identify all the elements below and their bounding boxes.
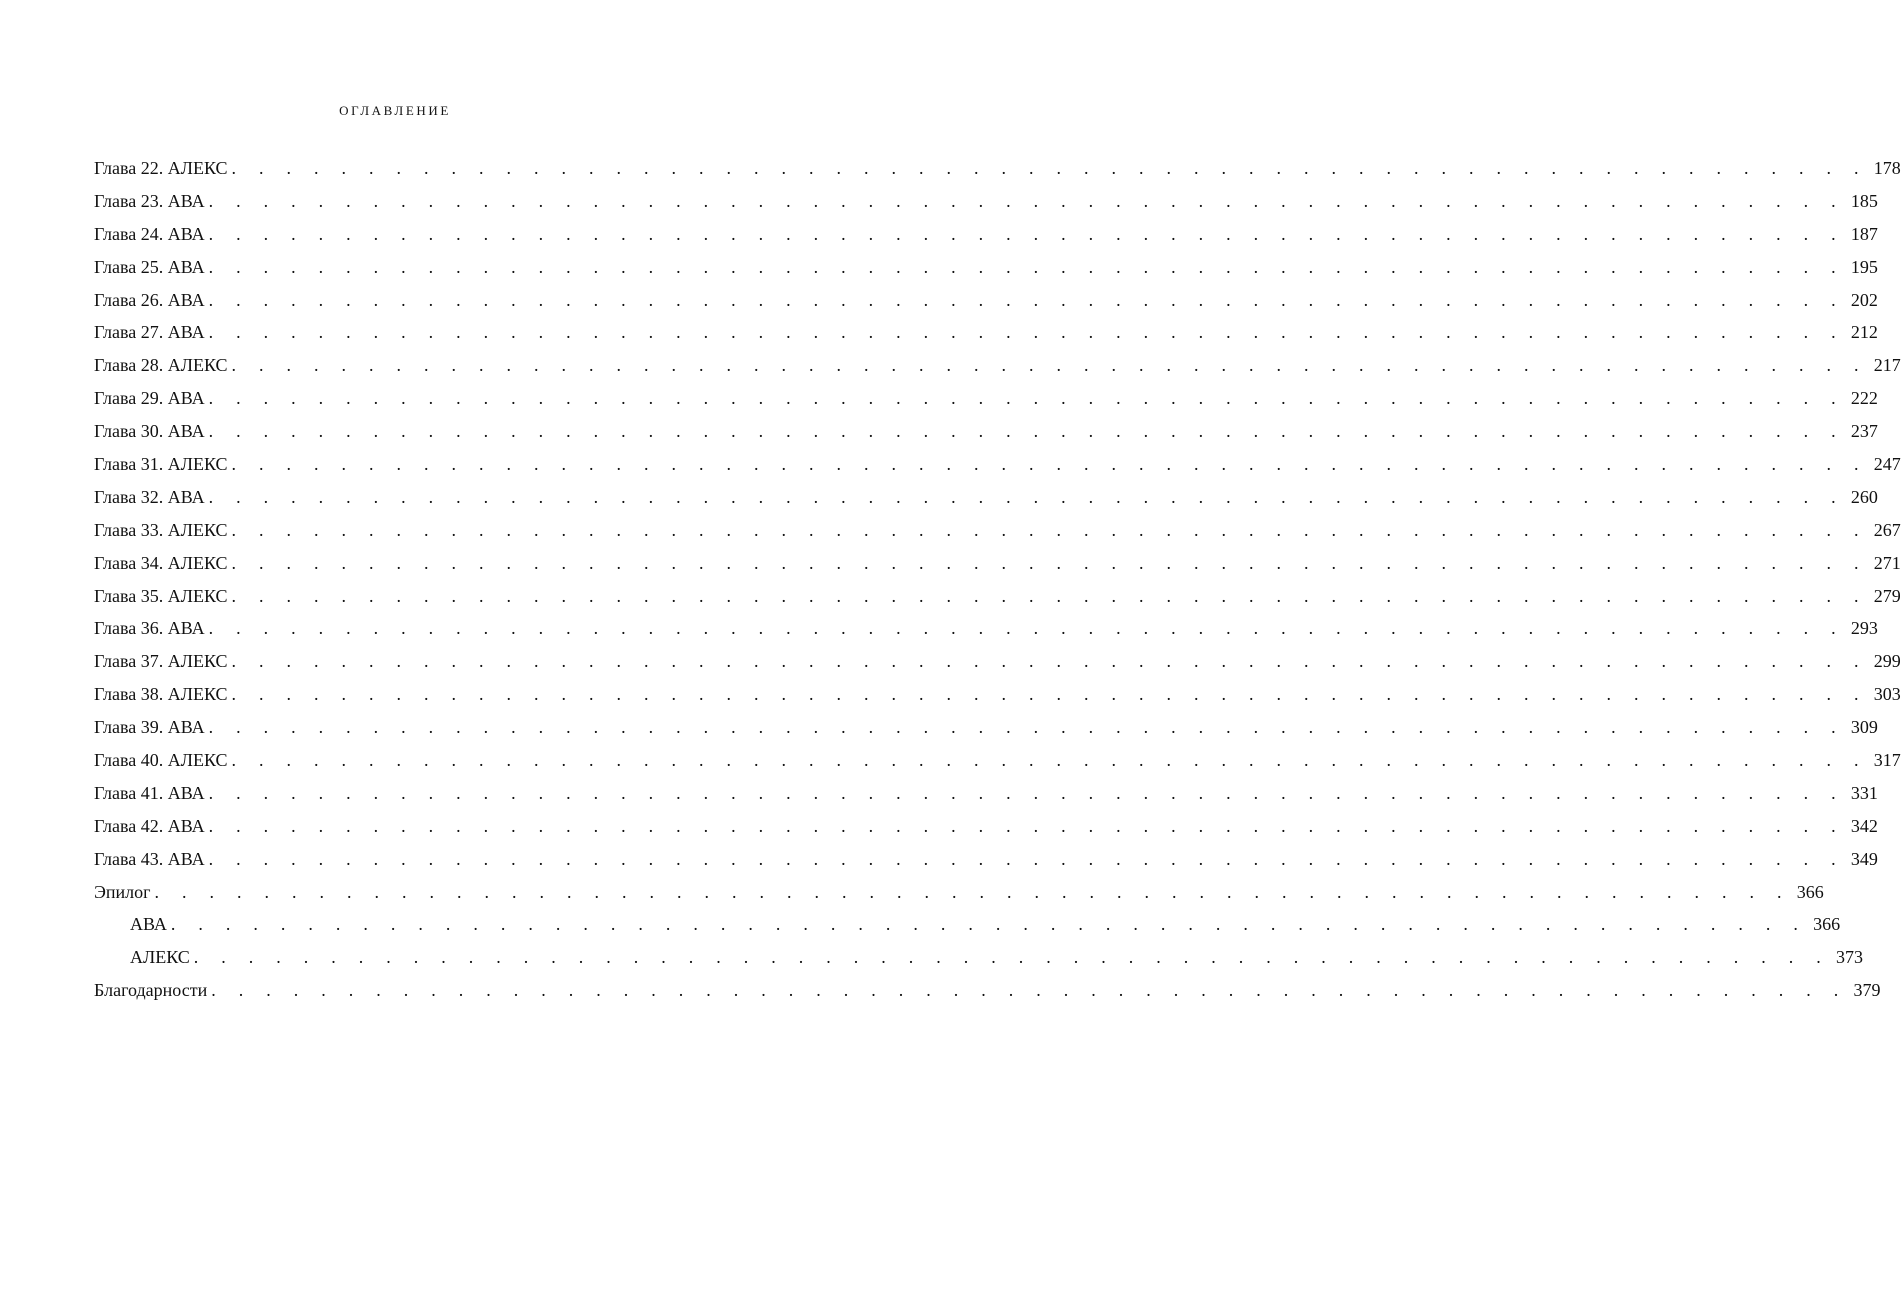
toc-entry-label: Благодарности bbox=[94, 980, 208, 1001]
toc-entry[interactable] bbox=[94, 711, 1878, 744]
toc-entry[interactable] bbox=[94, 876, 1824, 909]
toc-entry-page-number: 267 bbox=[1873, 519, 1901, 540]
dot-leader: . . . . . . . . . . . . . . . . . . . . . . . . . . . . . . . . . . . . . . . . . . . . . . . . . . . . . . . . . . . . bbox=[208, 289, 1845, 310]
toc-entry[interactable] bbox=[94, 448, 1901, 481]
toc-entry[interactable] bbox=[94, 547, 1901, 580]
toc-entry-label: Глава 40. АЛЕКС bbox=[94, 750, 228, 771]
dot-leader: . . . . . . . . . . . . . . . . . . . . . . . . . . . . . . . . . . . . . . . . . . . . . . . . . . . . . . . . . . . . bbox=[208, 256, 1845, 277]
dot-leader: . . . . . . . . . . . . . . . . . . . . . . . . . . . . . . . . . . . . . . . . . . . . . . . . . . . . . . . . . . . . bbox=[208, 815, 1845, 836]
toc-entry-page-number: 299 bbox=[1873, 651, 1901, 672]
toc-entry[interactable] bbox=[94, 316, 1878, 349]
toc-entry-page-number: 178 bbox=[1873, 158, 1901, 178]
dot-leader: . . . . . . . . . . . . . . . . . . . . . . . . . . . . . . . . . . . . . . . . . . . . . . . . . . . . . . . . . . . . bbox=[208, 223, 1845, 244]
toc-entry-label: Глава 24. АВА bbox=[94, 223, 205, 244]
toc-entry[interactable] bbox=[94, 349, 1901, 382]
toc-entry-label: Глава 34. АЛЕКС bbox=[94, 552, 228, 573]
dot-leader: . . . . . . . . . . . . . . . . . . . . . . . . . . . . . . . . . . . . . . . . . . . . . . . . . . . . . . . . . . . . bbox=[231, 454, 1868, 475]
toc-entry-page-number: 222 bbox=[1850, 388, 1878, 409]
toc-entry-label: Глава 28. АЛЕКС bbox=[94, 355, 228, 376]
toc-entry[interactable] bbox=[94, 218, 1878, 251]
toc-entry-label: Глава 37. АЛЕКС bbox=[94, 651, 228, 672]
toc-entry-label: АЛЕКС bbox=[130, 947, 190, 968]
dot-leader: . . . . . . . . . . . . . . . . . . . . . . . . . . . . . . . . . . . . . . . . . . . . . . . . . . . . . . . . . . . . bbox=[211, 980, 1848, 1001]
toc-entry[interactable] bbox=[94, 974, 1881, 1007]
toc-entry-page-number: 317 bbox=[1873, 750, 1901, 771]
dot-leader: . . . . . . . . . . . . . . . . . . . . . . . . . . . . . . . . . . . . . . . . . . . . . . . . . . . . . . . . . . . . bbox=[193, 947, 1831, 968]
dot-leader: . . . . . . . . . . . . . . . . . . . . . . . . . . . . . . . . . . . . . . . . . . . . . . . . . . . . . . . . . . . . bbox=[154, 881, 1791, 902]
toc-heading: ОГЛАВЛЕНИЕ bbox=[339, 103, 451, 118]
dot-leader: . . . . . . . . . . . . . . . . . . . . . . . . . . . . . . . . . . . . . . . . . . . . . . . . . . . . . . . . . . . . bbox=[231, 684, 1868, 705]
toc-entry-page-number: 349 bbox=[1850, 848, 1878, 869]
dot-leader: . . . . . . . . . . . . . . . . . . . . . . . . . . . . . . . . . . . . . . . . . . . . . . . . . . . . . . . . . . . . bbox=[231, 519, 1868, 540]
toc-entry[interactable] bbox=[94, 908, 1841, 941]
toc-entry-label: Глава 35. АЛЕКС bbox=[94, 585, 228, 606]
dot-leader: . . . . . . . . . . . . . . . . . . . . . . . . . . . . . . . . . . . . . . . . . . . . . . . . . . . . . . . . . . . . bbox=[208, 421, 1845, 442]
toc-entry-label: Глава 25. АВА bbox=[94, 256, 205, 277]
toc-entry-label: АВА bbox=[130, 914, 167, 935]
toc-entry[interactable] bbox=[94, 678, 1901, 711]
toc-entry-page-number: 237 bbox=[1850, 421, 1878, 442]
toc-entry-page-number: 366 bbox=[1813, 914, 1841, 935]
dot-leader: . . . . . . . . . . . . . . . . . . . . . . . . . . . . . . . . . . . . . . . . . . . . . . . . . . . . . . . . . . . . bbox=[208, 322, 1845, 343]
toc-entry-label: Глава 32. АВА bbox=[94, 486, 205, 507]
toc-entry-page-number: 271 bbox=[1873, 552, 1901, 573]
toc-entry[interactable] bbox=[94, 152, 1901, 185]
toc-entry-label: Глава 41. АВА bbox=[94, 782, 205, 803]
toc-entry-label: Глава 43. АВА bbox=[94, 848, 205, 869]
dot-leader: . . . . . . . . . . . . . . . . . . . . . . . . . . . . . . . . . . . . . . . . . . . . . . . . . . . . . . . . . . . . bbox=[208, 848, 1845, 869]
toc-entry[interactable] bbox=[94, 481, 1878, 514]
toc-entry-label: Глава 33. АЛЕКС bbox=[94, 519, 228, 540]
toc-entry-page-number: 212 bbox=[1850, 322, 1878, 343]
toc-entry-label: Эпилог bbox=[94, 881, 151, 902]
toc-entry[interactable] bbox=[94, 612, 1878, 645]
toc-entry[interactable] bbox=[94, 185, 1878, 218]
toc-entry[interactable] bbox=[94, 843, 1878, 876]
toc-entry-page-number: 195 bbox=[1850, 256, 1878, 277]
toc-entry[interactable] bbox=[94, 645, 1901, 678]
toc-entry-page-number: 202 bbox=[1850, 289, 1878, 310]
toc-entry-page-number: 342 bbox=[1850, 815, 1878, 836]
toc-entry[interactable] bbox=[94, 415, 1878, 448]
toc-entry[interactable] bbox=[94, 382, 1878, 415]
toc-entry-label: Глава 36. АВА bbox=[94, 618, 205, 639]
dot-leader: . . . . . . . . . . . . . . . . . . . . . . . . . . . . . . . . . . . . . . . . . . . . . . . . . . . . . . . . . . . . bbox=[208, 782, 1845, 803]
toc-entry-label: Глава 27. АВА bbox=[94, 322, 205, 343]
toc-entry[interactable] bbox=[94, 941, 1864, 974]
toc-entry[interactable] bbox=[94, 580, 1901, 613]
toc-entry-page-number: 279 bbox=[1873, 585, 1901, 606]
toc-entry[interactable] bbox=[94, 777, 1878, 810]
dot-leader: . . . . . . . . . . . . . . . . . . . . . . . . . . . . . . . . . . . . . . . . . . . . . . . . . . . . . . . . . . . . bbox=[231, 355, 1868, 376]
toc-entry-label: Глава 42. АВА bbox=[94, 815, 205, 836]
toc-entry-page-number: 217 bbox=[1873, 355, 1901, 376]
toc-entry[interactable] bbox=[94, 810, 1878, 843]
toc-entry-label: Глава 30. АВА bbox=[94, 421, 205, 442]
toc-entry-page-number: 366 bbox=[1796, 881, 1824, 902]
dot-leader: . . . . . . . . . . . . . . . . . . . . . . . . . . . . . . . . . . . . . . . . . . . . . . . . . . . . . . . . . . . . bbox=[231, 750, 1868, 771]
dot-leader: . . . . . . . . . . . . . . . . . . . . . . . . . . . . . . . . . . . . . . . . . . . . . . . . . . . . . . . . . . . . bbox=[208, 486, 1845, 507]
toc-entry-label: Глава 22. АЛЕКС bbox=[94, 158, 228, 178]
toc-list bbox=[94, 152, 1901, 1007]
dot-leader: . . . . . . . . . . . . . . . . . . . . . . . . . . . . . . . . . . . . . . . . . . . . . . . . . . . . . . . . . . . . bbox=[208, 190, 1845, 211]
toc-entry-page-number: 185 bbox=[1850, 190, 1878, 211]
dot-leader: . . . . . . . . . . . . . . . . . . . . . . . . . . . . . . . . . . . . . . . . . . . . . . . . . . . . . . . . . . . . bbox=[231, 552, 1868, 573]
dot-leader: . . . . . . . . . . . . . . . . . . . . . . . . . . . . . . . . . . . . . . . . . . . . . . . . . . . . . . . . . . . . bbox=[208, 388, 1845, 409]
toc-entry[interactable] bbox=[94, 251, 1878, 284]
toc-entry-page-number: 309 bbox=[1850, 717, 1878, 738]
toc-entry-page-number: 303 bbox=[1873, 684, 1901, 705]
toc-entry-page-number: 187 bbox=[1850, 223, 1878, 244]
toc-entry[interactable] bbox=[94, 744, 1901, 777]
toc-entry-label: Глава 39. АВА bbox=[94, 717, 205, 738]
toc-entry[interactable] bbox=[94, 284, 1878, 317]
dot-leader: . . . . . . . . . . . . . . . . . . . . . . . . . . . . . . . . . . . . . . . . . . . . . . . . . . . . . . . . . . . . bbox=[231, 585, 1868, 606]
toc-entry-page-number: 373 bbox=[1836, 947, 1864, 968]
dot-leader: . . . . . . . . . . . . . . . . . . . . . . . . . . . . . . . . . . . . . . . . . . . . . . . . . . . . . . . . . . . . bbox=[231, 651, 1868, 672]
toc-entry-page-number: 331 bbox=[1850, 782, 1878, 803]
toc-entry[interactable] bbox=[94, 514, 1901, 547]
dot-leader: . . . . . . . . . . . . . . . . . . . . . . . . . . . . . . . . . . . . . . . . . . . . . . . . . . . . . . . . . . . . bbox=[231, 158, 1868, 178]
toc-entry-page-number: 293 bbox=[1850, 618, 1878, 639]
toc-entry-label: Глава 31. АЛЕКС bbox=[94, 454, 228, 475]
toc-entry-label: Глава 26. АВА bbox=[94, 289, 205, 310]
toc-entry-label: Глава 23. АВА bbox=[94, 190, 205, 211]
dot-leader: . . . . . . . . . . . . . . . . . . . . . . . . . . . . . . . . . . . . . . . . . . . . . . . . . . . . . . . . . . . . bbox=[208, 717, 1845, 738]
toc-entry-label: Глава 29. АВА bbox=[94, 388, 205, 409]
toc-entry-page-number: 260 bbox=[1850, 486, 1878, 507]
toc-entry-label: Глава 38. АЛЕКС bbox=[94, 684, 228, 705]
dot-leader: . . . . . . . . . . . . . . . . . . . . . . . . . . . . . . . . . . . . . . . . . . . . . . . . . . . . . . . . . . . . bbox=[170, 914, 1808, 935]
dot-leader: . . . . . . . . . . . . . . . . . . . . . . . . . . . . . . . . . . . . . . . . . . . . . . . . . . . . . . . . . . . . bbox=[208, 618, 1845, 639]
toc-entry-page-number: 247 bbox=[1873, 454, 1901, 475]
toc-entry-page-number: 379 bbox=[1853, 980, 1881, 1001]
